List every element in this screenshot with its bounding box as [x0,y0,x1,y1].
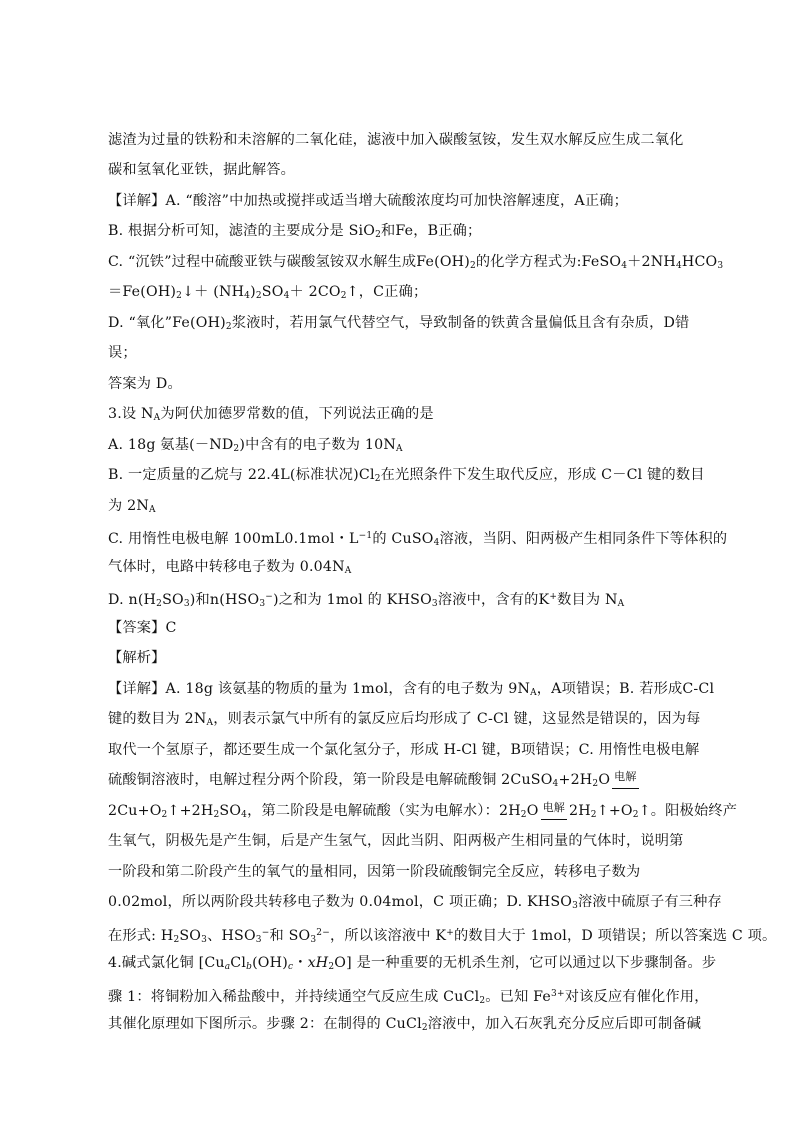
text-line: 骤 1：将铜粉加入稀盐酸中，并持续通空气反应生成 CuCl$_2$。已知 $Fe^{3+}$对该反应有催化作用， [108,989,709,1006]
option-b: B. 一定质量的乙烷与 22.4L(标准状况)$Cl_2$在光照条件下发生取代反应，形成 C－Cl 键的数目 [108,467,705,484]
electrolysis-arrow: 电解 [541,804,567,820]
answer-line: 答案为 D。 [108,376,182,392]
option-c: C. 用惰性电极电解 100mL0.1mol・$L^{-1}$的 CuSO$_4$溶液，当阴、阳两极产生相同条件下等体积的 [108,531,728,548]
text-line: 【详解】A. “酸溶”中加热或搅拌或适当增大硫酸浓度均可加快溶解速度，A正确； [108,193,629,209]
text-line: 滤渣为过量的铁粉和未溶解的二氧化硅，滤液中加入碳酸氢铵，发生双水解反应生成二氧化 [108,132,684,148]
question-stem: 3.设 $N_A$为阿伏加德罗常数的值，下列说法正确的是 [108,406,434,423]
text-line: D. “氧化$”Fe(OH)_2$浆液时，若用氯气代替空气，导致制备的铁黄含量偏低且含有杂质，D错 [108,315,690,332]
text-line: $2Cu+O_2↑+2H_2SO_4$，第二阶段是电解硫酸（实为电解水）：$2H_2O$ $^{电解}$ $2H_2↑+O_2↑$。阳极始终产 [108,801,738,820]
equation-line: $=Fe(OH)_2↓+ (NH_4)_2SO_4+$ $2CO_2↑$，C正确； [108,284,428,301]
text-line: 键的数目为 $2N_A$，则表示氯气中所有的氯反应后均形成了 C-Cl 键，这显然是错误的，因为每 [108,711,701,728]
answer-heading: 【答案】C [108,620,177,636]
text-line: 生氧气，阴极先是产生铜，后是产生氢气，因此当阴、阳两极产生相同量的气体时，说明第 [108,833,684,849]
text-line: 0.02mol，所以两阶段共转移电子数为 0.04mol，C 项正确；D. $KHSO_3$溶液中硫原子有三种存 [108,894,722,911]
option-a: A. 18g 氨基$(-ND_2)$中含有的电子数为 $10N_A$ [108,437,403,454]
electrolysis-arrow: 电解 [612,773,638,789]
option-c-cont: 气体时，电路中转移电子数为 $0.04N_A$ [108,559,352,576]
text-line: 误； [108,345,137,361]
option-b-cont: 为 $2N_A$ [108,498,156,515]
analysis-heading: 【解析】 [108,650,166,666]
text-line: 一阶段和第二阶段产生的氧气的量相同，因第一阶段硫酸铜完全反应，转移电子数为 [108,864,641,880]
text-line: 【详解】A. 18g 该氨基的物质的量为 1mol，含有的电子数为 $9N_A$，A项错误；B. 若形成C-Cl [108,681,715,698]
option-d: D. $n(H_2SO_3)$和$n(HSO_3^-)$之和为 1mol 的 $KHSO_3$溶液中，含有的K+数目为 $N_A$ [108,592,625,609]
question-stem: 4.碱式氯化铜 [$Cu_aCl_b(OH)_c$・$xH_2O$] 是一种重要的无机杀生剂，它可以通过以下步骤制备。步 [108,955,717,972]
text-line: 取代一个氢原子，都还要生成一个氯化氢分子，形成 H-Cl 键，B项错误；C. 用惰性电极电解 [108,742,700,758]
text-line: 碳和氢氧化亚铁，据此解答。 [108,162,296,178]
text-line: 其催化原理如下图所示。步骤 2：在制得的 CuCl$_2$溶液中，加入石灰乳充分反应后即可制备碱 [108,1016,702,1033]
text-line: C. “沉铁”过程中硫酸亚铁与碳酸氢铵双水解生成$Fe(OH)_2$的化学方程式为$:FeSO_4+2NH_4HCO_3$ [108,254,724,271]
text-line: B. 根据分析可知，滤渣的主要成分是 SiO$_2$和Fe，B正确； [108,223,482,240]
text-line: 在形式: $H_2SO_3$、$HSO_3^-$和 $SO_3^{2-}$，所以该溶液中 K+的数目大于 1mol，D 项错误；所以答案选 C 项。 [108,928,777,945]
text-line: 硫酸铜溶液时，电解过程分两个阶段，第一阶段是电解硫酸铜 $2CuSO_4+2H_2O$ $^{电解}$ [108,770,637,789]
